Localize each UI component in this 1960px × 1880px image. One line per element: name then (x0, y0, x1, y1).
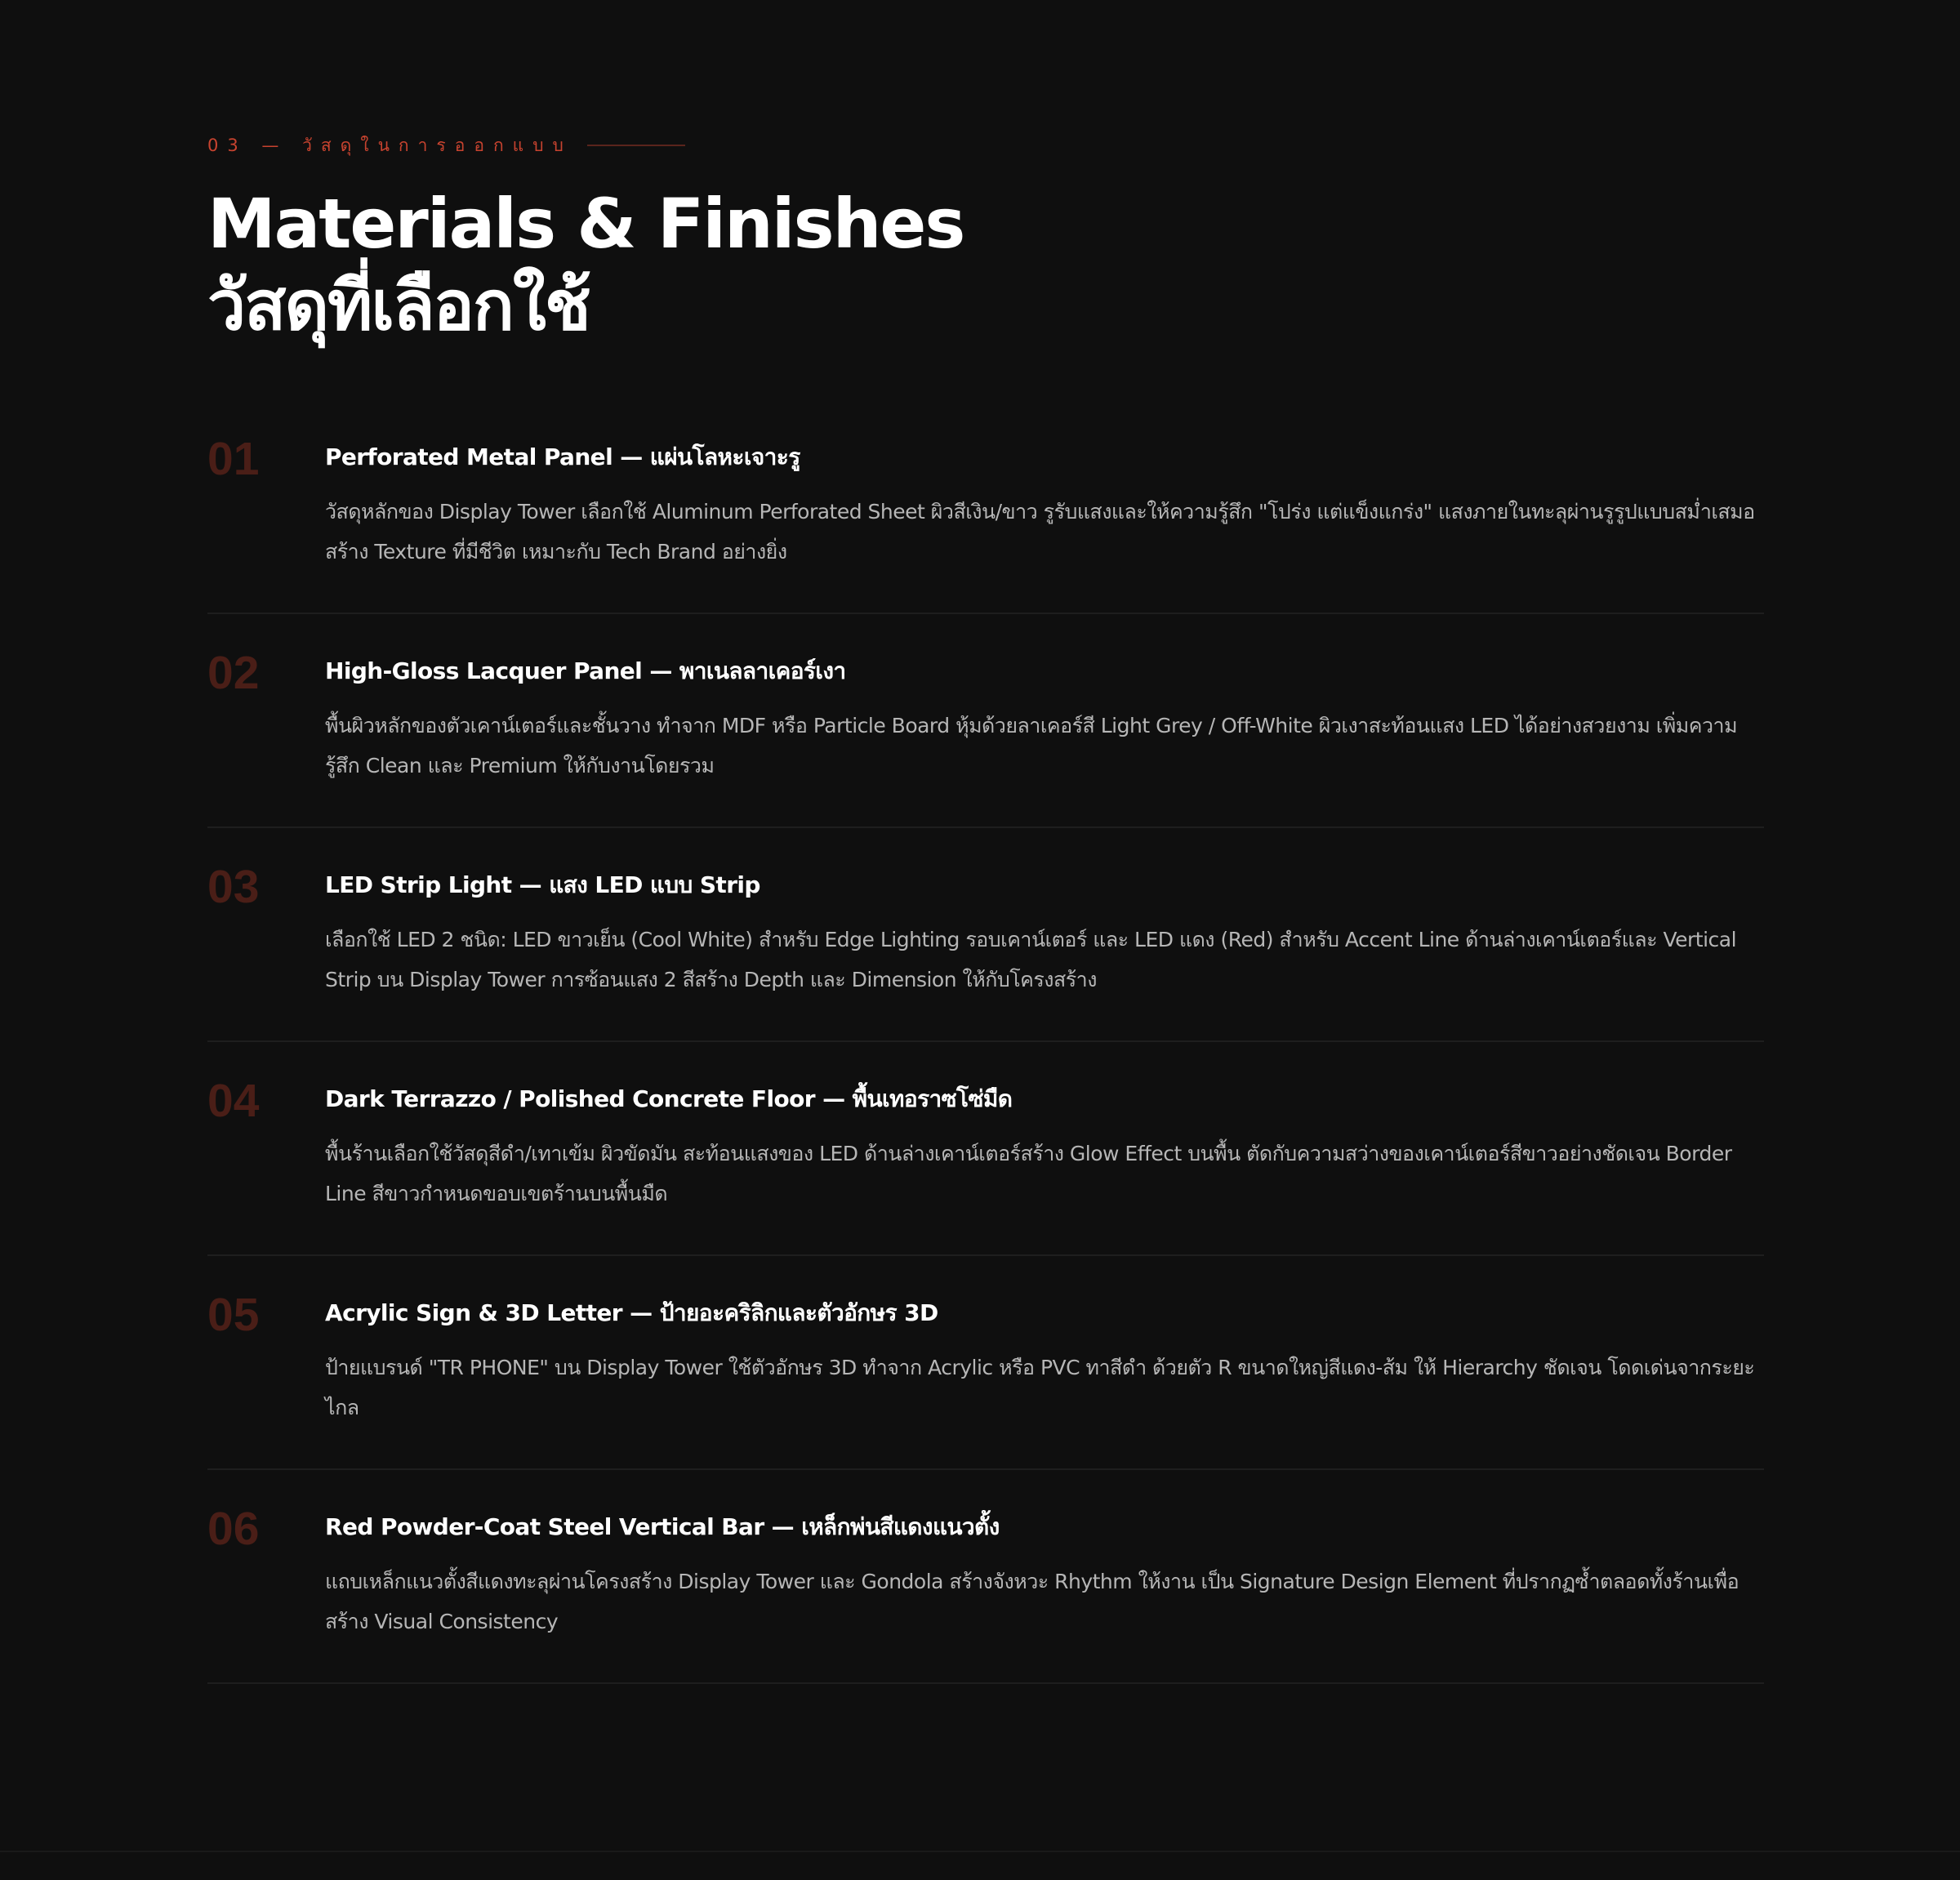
material-item (207, 1470, 1764, 1684)
material-description: วัสดุหลักของ Display Tower เลือกใช้ Aluminum Perforated Sheet ผิวสีเงิน/ขาว รูรับแสงและให้ความรู้สึก "โปร่ง แต่แข็งแกร่ง" แสงภายในทะลุผ่านรูรูปแบบสม่ำเสมอสร้าง Texture ที่มีชีวิต เหมาะกับ Tech Brand อย่างยิ่ง (325, 500, 1755, 564)
material-number: 02 (207, 647, 260, 699)
title-line-thai: วัสดุที่เลือกใช้ (207, 265, 590, 345)
eyebrow-divider (587, 145, 685, 146)
material-number: 06 (207, 1503, 260, 1555)
material-description: แถบเหล็กแนวตั้งสีแดงทะลุผ่านโครงสร้าง Display Tower และ Gondola สร้างจังหวะ Rhythm ให้งาน เป็น Signature Design Element ที่ปรากฏซ้ำตลอดทั้งร้านเพื่อสร้าง Visual Consistency (325, 1570, 1740, 1633)
material-title: LED Strip Light — แสง LED แบบ Strip (325, 871, 760, 898)
material-title: Acrylic Sign & 3D Letter — ป้ายอะคริลิกและตัวอักษร 3D (325, 1299, 938, 1326)
material-description: ป้ายแบรนด์ "TR PHONE" บน Display Tower ใช้ตัวอักษร 3D ทำจาก Acrylic หรือ PVC ทาสีดำ ด้วยตัว R ขนาดใหญ่สีแดง-ส้ม ให้ Hierarchy ชัดเจน โดดเด่นจากระยะไกล (325, 1356, 1755, 1419)
material-number: 03 (207, 861, 260, 913)
material-number: 05 (207, 1289, 260, 1341)
footer-divider (0, 1851, 1960, 1852)
materials-list (207, 400, 1764, 1684)
material-number: 04 (207, 1075, 260, 1127)
title-line-english: Materials & Finishes (207, 184, 964, 264)
material-description: พื้นผิวหลักของตัวเคาน์เตอร์และชั้นวาง ทำจาก MDF หรือ Particle Board หุ้มด้วยลาเคอร์สี Light Grey / Off-White ผิวเงาสะท้อนแสง LED ได้อย่างสวยงาม เพิ่มความรู้สึก Clean และ Premium ให้กับงานโดยรวม (325, 714, 1738, 777)
material-item (207, 828, 1764, 1042)
section-title (207, 183, 964, 346)
material-title: Perforated Metal Panel — แผ่นโลหะเจาะรู (325, 443, 800, 470)
material-item (207, 400, 1764, 614)
material-item (207, 1042, 1764, 1256)
material-item (207, 1256, 1764, 1470)
eyebrow-label: 03 — วัสดุในการออกแบบ (207, 135, 572, 155)
material-description: เลือกใช้ LED 2 ชนิด: LED ขาวเย็น (Cool White) สำหรับ Edge Lighting รอบเคาน์เตอร์ และ LED แดง (Red) สำหรับ Accent Line ด้านล่างเคาน์เตอร์และ Vertical Strip บน Display Tower การซ้อนแสง 2 สีสร้าง Depth และ Dimension ให้กับโครงสร้าง (325, 928, 1737, 991)
material-item (207, 614, 1764, 828)
material-title: Dark Terrazzo / Polished Concrete Floor — พื้นเทอราซโซ่มืด (325, 1085, 1013, 1112)
material-title: High-Gloss Lacquer Panel — พาเนลลาเคอร์เงา (325, 657, 846, 684)
material-description: พื้นร้านเลือกใช้วัสดุสีดำ/เทาเข้ม ผิวขัดมัน สะท้อนแสงของ LED ด้านล่างเคาน์เตอร์สร้าง Glow Effect บนพื้น ตัดกับความสว่างของเคาน์เตอร์สีขาวอย่างชัดเจน Border Line สีขาวกำหนดขอบเขตร้านบนพื้นมืด (325, 1142, 1732, 1205)
material-title: Red Powder-Coat Steel Vertical Bar — เหล็กพ่นสีแดงแนวตั้ง (325, 1513, 1000, 1540)
material-number: 01 (207, 433, 260, 485)
section-eyebrow (207, 131, 685, 160)
